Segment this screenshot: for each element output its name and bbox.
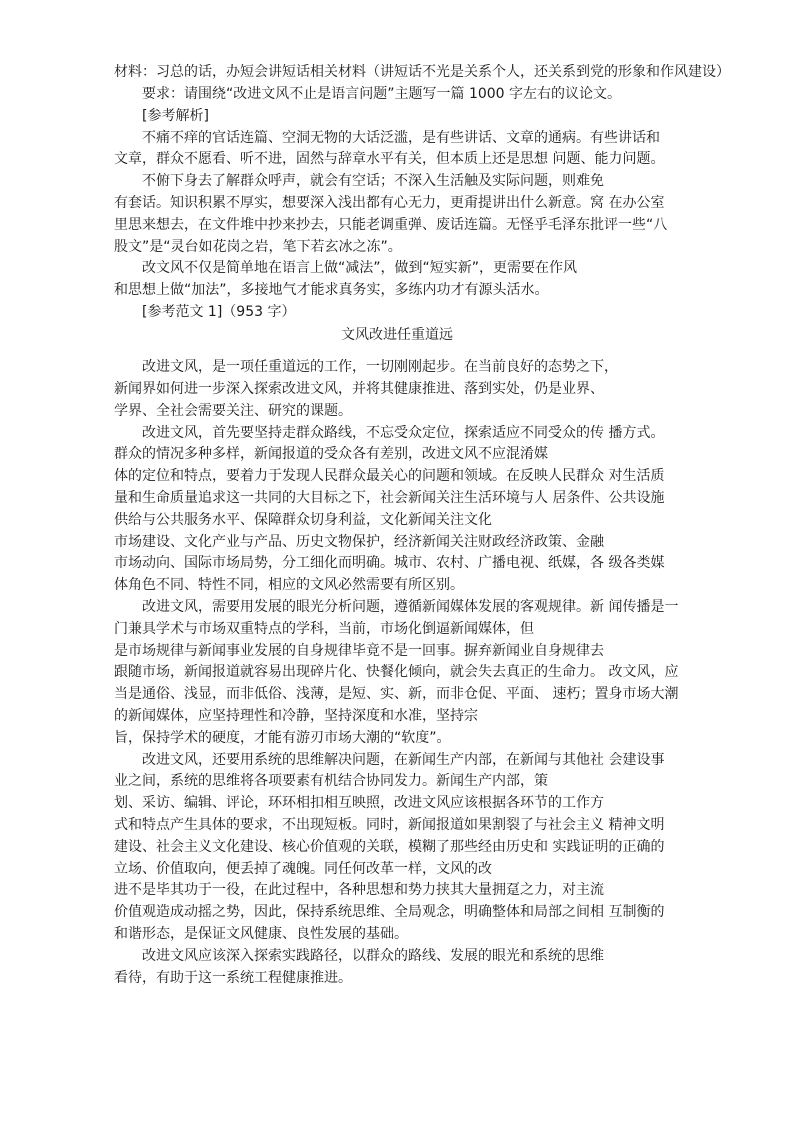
requirement-line: 要求：请围绕“改进文风不止是语言问题”主题写一篇 1000 字左右的议论文。 [114,86,622,102]
text-line: 式和特点产生具体的要求，不出现短板。同时，新闻报道如果割裂了与社会主义 精神文明 [114,817,665,833]
text-line: 改进文风，首先要坚持走群众路线，不忘受众定位，探索适应不同受众的传 播方式。 [114,425,665,441]
text-line: 划、采访、编辑、评论，环环相扣相互映照，改进文风应该根据各环节的工作方 [114,795,604,811]
text-line: 改进文风，需要用发展的眼光分析问题，遵循新闻媒体发展的客观规律。新 闻传播是一 [114,599,679,615]
text-line: 文章，群众不愿看、听不进，固然与辞章水平有关，但本质上还是思想 问题、能力问题。 [114,151,665,167]
text-line: 进不是毕其功于一役，在此过程中，各种思想和势力挟其大量拥趸之力，对主流 [114,882,604,898]
text-line: 改进文风，还要用系统的思维解决问题，在新闻生产内部，在新闻与其他社 会建设事 [114,752,665,768]
text-line: 量和生命质量追求这一共同的大目标之下，社会新闻关注生活环境与人 居条件、公共设施 [114,490,665,506]
text-line: 里思来想去，在文件堆中抄来抄去，只能老调重弹、废话连篇。无怪乎毛泽东批评一些“八 [114,217,668,233]
text-line: 当是通俗、浅显，而非低俗、浅薄，是短、实、新，而非仓促、平面、 速朽；置身市场大潮 [114,686,679,702]
text-line: 旨，保持学术的硬度，才能有游刃市场大潮的“软度”。 [114,730,451,746]
text-line: 看待，有助于这一系统工程健康推进。 [114,970,352,986]
text-line: 是市场规律与新闻事业发展的自身规律毕竟不是一回事。摒弃新闻业自身规律去 [114,643,604,659]
text-line: 新闻界如何进一步深入探索改进文风，并将其健康推进、落到实处，仍是业界、 [114,381,604,397]
text-line: 门兼具学术与市场双重特点的学科，当前，市场化倒逼新闻媒体，但 [114,621,534,637]
essay-title: 文风改进任重道远 [341,327,453,343]
text-line: 改进文风，是一项任重道远的工作，一切刚刚起步。在当前良好的态势之下， [114,359,618,375]
reference-analysis-heading: [参考解析] [114,108,209,124]
text-line: 股文”是“灵台如花岗之岩，笔下若玄冰之冻”。 [114,239,402,255]
text-line: 体的定位和特点，要着力于发现人民群众最关心的问题和领域。在反映人民群众 对生活质 [114,468,665,484]
text-line: 不痛不痒的官话连篇、空洞无物的大话泛滥，是有些讲话、文章的通病。有些讲话和 [114,130,660,146]
text-line: 立场、价值取向，便丢掉了魂魄。同任何改革一样，文风的改 [114,861,492,877]
text-line: 建设、社会主义文化建设、核心价值观的关联，模糊了那些经由历史和 实践证明的正确的 [114,839,665,855]
text-line: 和谐形态，是保证文风健康、良性发展的基础。 [114,926,408,942]
text-line: 的新闻媒体，应坚持理性和冷静，坚持深度和水准，坚持宗 [114,708,478,724]
text-line: 价值观造成动摇之势，因此，保持系统思维、全局观念，明确整体和局部之间相 互制衡的 [114,904,665,920]
text-line: 不俯下身去了解群众呼声，就会有空话；不深入生活触及实际问题，则难免 [114,173,604,189]
sample-essay-heading: [参考范文 1]（953 字） [114,304,296,320]
text-line: 学界、全社会需要关注、研究的课题。 [114,403,352,419]
text-line: 市场建设、文化产业与产品、历史文物保护，经济新闻关注财政经济政策、金融 [114,534,604,550]
text-line: 和思想上做“加法”，多接地气才能求真务实，多练内功才有源头活水。 [114,282,549,298]
text-line: 市场动向、国际市场局势，分工细化而明确。城市、农村、广播电视、纸媒，各 级各类媒 [114,555,665,571]
material-line: 材料：习总的话，办短会讲短话相关材料（讲短话不光是关系个人，还关系到党的形象和作风建设） [114,64,730,80]
text-line: 业之间，系统的思维将各项要素有机结合协同发力。新闻生产内部，策 [114,773,548,789]
text-line: 供给与公共服务水平、保障群众切身利益，文化新闻关注文化 [114,512,492,528]
text-line: 体角色不同、特性不同，相应的文风必然需要有所区别。 [114,577,464,593]
text-line: 群众的情况多种多样，新闻报道的受众各有差别，改进文风不应混淆媒 [114,446,548,462]
text-line: 改文风不仅是简单地在语言上做“减法”，做到“短实新”，更需要在作风 [114,260,578,276]
text-line: 改进文风应该深入探索实践路径，以群众的路线、发展的眼光和系统的思维 [114,948,604,964]
text-line: 跟随市场，新闻报道就容易出现碎片化、快餐化倾向，就会失去真正的生命力。 改文风，应 [114,664,679,680]
text-line: 有套话。知识积累不厚实，想要深入浅出都有心无力，更甭提讲出什么新意。窝 在办公室 [114,195,665,211]
